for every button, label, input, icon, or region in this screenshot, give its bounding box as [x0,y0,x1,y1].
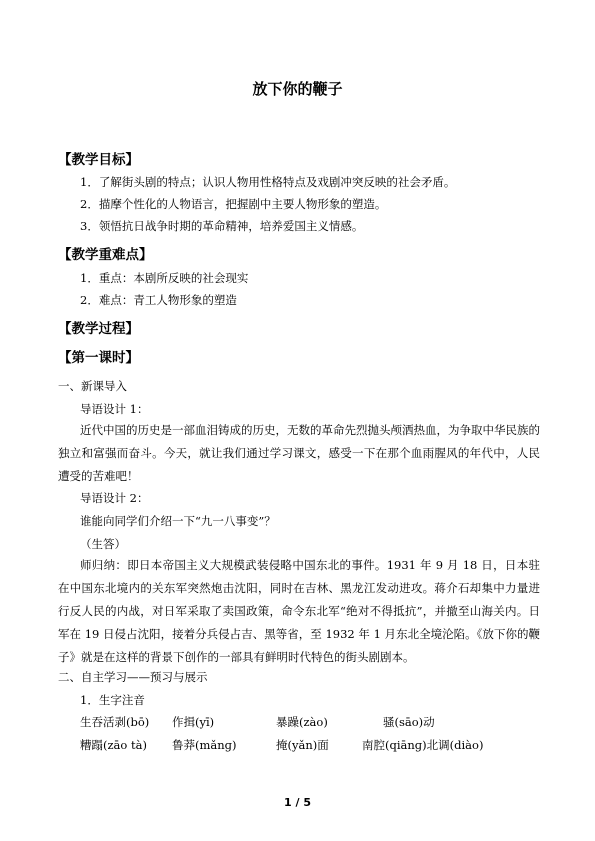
goal-item: 2．描摩个性化的人物语言，把握剧中主要人物形象的塑造。 [80,197,387,211]
section-heading-process: 【教学过程】 [58,321,139,337]
goal-item: 1．了解街头剧的特点；认识人物用性格特点及戏剧冲突反映的社会矛盾。 [80,175,456,189]
pinyin-item: 骚(sāo)动 [383,715,435,729]
page-title: 放下你的鞭子 [252,80,343,98]
key-item: 2．难点：青工人物形象的塑造 [80,293,237,307]
pinyin-item: 暴躁(zào) [276,715,328,729]
answer-text: （生答） [80,537,126,551]
key-item: 1．重点：本剧所反映的社会现实 [80,271,249,285]
part-heading: 一、新课导入 [58,379,127,393]
pinyin-item: 作揖(yī) [172,715,215,729]
sub-heading: 1．生字注音 [80,693,145,707]
intro-paragraph: 近代中国的历史是一部血泪铸成的历史，无数的革命先烈抛头颅洒热血，为争取中华民族的独立和富强而奋斗。今天，就让我们通过学习课文，感受一下在那个血雨腥风的年代中，人民遭受的苦难吧！ [58,423,540,483]
intro-label: 导语设计 1： [80,402,149,416]
question-text: 谁能向同学们介绍一下“九一八事变”？ [80,514,276,528]
pinyin-item: 糟蹋(zāo tà) [80,738,147,752]
section-heading-lesson1: 【第一课时】 [58,350,139,366]
pinyin-item: 南腔(qiānɡ)北调(diào) [362,738,484,752]
page-number: 1 / 5 [284,796,311,809]
pinyin-item: 鲁莽(mǎnɡ) [172,738,237,752]
teacher-summary-paragraph: 师归纳：即日本帝国主义大规模武装侵略中国东北的事件。1931 年 9 月 18 日，日本驻在中国东北境内的关东军突然炮击沈阳，同时在吉林、黑龙江发动进攻。蒋介石却集中力量进行反人民的内战，对日军采取了卖国政策，命令东北军“绝对不得抵抗”，并撤至山海关内。日军在 19 日侵占沈阳，接着分兵侵占吉、黑等省，至 1932 年 1 月东北全境沦陷。《放下你的鞭子》就是在这样的背景下创作的一部具有鲜明时代特色的街头剧剧本。 [58,558,540,664]
section-heading-goals: 【教学目标】 [58,152,139,168]
part-heading: 二、自主学习——预习与展示 [58,670,208,684]
pinyin-item: 掩(yǎn)面 [276,738,329,752]
section-heading-key-points: 【教学重难点】 [58,247,153,263]
goal-item: 3．领悟抗日战争时期的革命精神，培养爱国主义情感。 [80,219,364,233]
pinyin-item: 生吞活剥(bō) [80,715,150,729]
intro-label: 导语设计 2： [80,491,149,505]
